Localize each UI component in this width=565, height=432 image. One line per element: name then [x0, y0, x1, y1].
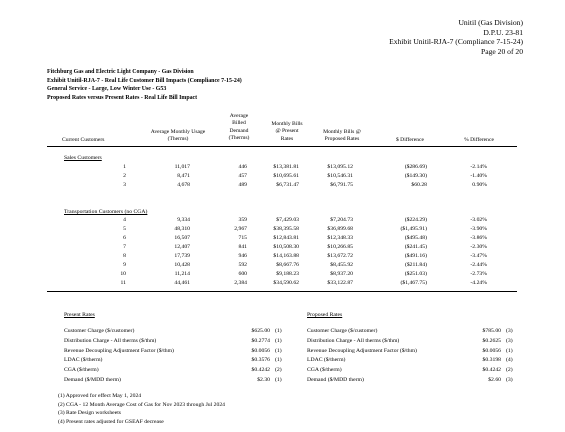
rate-label: Distribution Charge - All therms ($/thm): [64, 337, 157, 344]
rate-label: CGA ($/therm): [64, 367, 99, 374]
rate-value: $0.0056: [251, 347, 270, 354]
rate-value: $625.00: [251, 328, 270, 334]
col-avg-usage: Average Monthly Usage (Therms): [150, 129, 206, 143]
rate-note: (1): [506, 347, 513, 354]
col-bill-proposed: Monthly Bills @ Proposed Rates: [323, 129, 361, 143]
report-title-block: [47, 68, 242, 102]
col-bill-present: Monthly Bills @ Present Rates: [271, 121, 303, 142]
col-dollar-difference: $ Difference: [395, 137, 424, 143]
col-avg-demand: Average Billed Demand (Therms): [228, 113, 250, 142]
avg-demand-value: 2,384: [234, 280, 247, 286]
rate-note: (1): [275, 337, 282, 344]
bill-present-value: $9,188.23: [276, 271, 299, 277]
report-subtitle: Proposed Rates versus Present Rates - Real Life Bill Impact: [47, 94, 198, 101]
customer-number: 6: [123, 235, 126, 241]
avg-usage-value: 17,739: [174, 253, 190, 259]
dollar-diff-value: ($224.29): [404, 217, 427, 223]
avg-usage-value: 8,471: [177, 173, 190, 179]
bill-proposed-value: $10,546.31: [327, 173, 353, 179]
avg-demand-value: 2,967: [234, 226, 247, 232]
rate-value: $0.4242: [251, 367, 270, 374]
rate-label: Customer Charge ($/customer): [64, 328, 135, 334]
footnotes: [58, 392, 225, 426]
rate-note: (1): [275, 328, 282, 334]
avg-usage-value: 9,334: [177, 217, 190, 223]
avg-usage-value: 11,214: [174, 271, 190, 277]
bill-present-value: $10,508.30: [273, 244, 299, 250]
percent-diff-value: -2.73%: [470, 271, 487, 277]
dollar-diff-value: ($241.45): [404, 244, 427, 250]
rate-note: (1): [275, 357, 282, 364]
avg-demand-value: 946: [238, 253, 247, 259]
bill-present-value: $7,429.03: [276, 217, 299, 223]
rate-label: Revenue Decoupling Adjustment Factor ($/thm): [64, 347, 174, 354]
rate-note: (3): [506, 337, 513, 344]
avg-demand-value: 715: [238, 235, 247, 241]
avg-usage-value: 10,428: [174, 262, 190, 268]
avg-demand-value: 600: [238, 271, 247, 277]
bill-proposed-value: $13,095.12: [327, 164, 353, 170]
table-bottom-rule: [47, 291, 517, 292]
header-rule: [47, 146, 517, 147]
bill-proposed-value: $13,672.72: [327, 253, 353, 259]
customer-number: 10: [120, 271, 126, 277]
rate-note: (1): [275, 377, 282, 383]
bill-proposed-value: $6,791.75: [330, 182, 353, 188]
avg-usage-value: 44,461: [174, 280, 190, 286]
bill-present-value: $10,695.61: [273, 173, 299, 179]
bill-present-value: $12,843.81: [273, 235, 299, 241]
customer-number: 9: [123, 262, 126, 268]
header-docket: D.P.U. 23-81: [483, 27, 523, 37]
rate-value: $0.3576: [251, 357, 270, 364]
rate-label: CGA ($/therm): [307, 367, 342, 374]
bill-proposed-value: $8,455.92: [330, 262, 353, 268]
customer-number: 7: [123, 244, 126, 250]
percent-diff-value: -1.40%: [470, 173, 487, 179]
col-current-customers: Current Customers: [62, 137, 105, 143]
header-exhibit: Exhibit Unitil-RJA-7 (Compliance 7-15-24): [389, 37, 523, 47]
customer-number: 3: [123, 182, 126, 188]
percent-diff-value: -3.47%: [470, 253, 487, 259]
bill-present-value: $13,381.81: [273, 164, 299, 170]
bill-proposed-value: $12,348.33: [327, 235, 353, 241]
rate-label: Revenue Decoupling Adjustment Factor ($/thm): [307, 347, 417, 354]
rate-note: (2): [506, 367, 513, 374]
header-company: Unitil (Gas Division): [458, 18, 523, 27]
report-exhibit: Exhibit Unitil-RJA-7 - Real Life Customer Bill Impacts (Compliance 7-15-24): [47, 77, 242, 84]
rate-note: (3): [506, 328, 513, 334]
bill-present-value: $14,163.88: [273, 253, 299, 259]
rate-note: (3): [506, 377, 513, 383]
customer-number: 8: [123, 253, 126, 259]
bill-proposed-value: $8,937.20: [330, 271, 353, 277]
bill-proposed-value: $33,122.87: [327, 280, 353, 286]
rate-note: (2): [275, 367, 282, 374]
customer-number: 1: [123, 164, 126, 170]
customer-number: 2: [123, 173, 126, 179]
rate-label: Customer Charge ($/customer): [307, 328, 378, 334]
bill-present-value: $6,731.47: [276, 182, 299, 188]
avg-usage-value: 11,017: [174, 164, 190, 170]
avg-demand-value: 446: [238, 164, 247, 170]
report-company: Fitchburg Gas and Electric Light Company - Gas Division: [47, 69, 194, 75]
rate-value: $0.2774: [251, 337, 270, 344]
bill-proposed-value: $10,266.85: [327, 244, 353, 250]
percent-diff-value: -2.30%: [470, 244, 487, 250]
col-percent-difference: % Difference: [464, 137, 494, 143]
percent-diff-value: -3.02%: [470, 217, 487, 223]
rate-note: (4): [506, 357, 513, 364]
footnote-2: (2) CGA - 12 Month Average Cost of Gas for Nov 2023 through Jul 2024: [58, 401, 226, 408]
dollar-diff-value: ($1,495.91): [400, 226, 427, 232]
dollar-diff-value: ($251.03): [404, 271, 427, 277]
rate-label: Distribution Charge - All therms ($/thm): [307, 337, 400, 344]
bill-proposed-value: $7,204.73: [330, 217, 353, 223]
customer-number: 5: [123, 226, 126, 232]
percent-diff-value: -3.90%: [470, 226, 487, 232]
present-rates-title: Present Rates: [64, 312, 95, 318]
rate-value: $0.3198: [482, 357, 501, 364]
customer-number: 4: [123, 217, 126, 223]
dollar-diff-value: ($211.84): [404, 262, 427, 268]
footnote-1: (1) Approved for effect May 1, 2024: [58, 393, 142, 399]
avg-demand-value: 457: [238, 173, 247, 179]
rate-label: LDAC ($/therm): [64, 357, 103, 364]
rate-label: Demand ($/MDD therm): [64, 377, 121, 383]
dollar-diff-value: ($1,467.75): [400, 280, 427, 286]
exhibit-header: [389, 18, 523, 56]
rate-note: (1): [275, 347, 282, 354]
avg-demand-value: 489: [238, 182, 247, 188]
avg-demand-value: 359: [238, 217, 247, 223]
sales-section-title: Sales Customers: [64, 155, 102, 161]
bill-present-value: $38,395.58: [273, 226, 299, 232]
avg-demand-value: 841: [238, 244, 247, 250]
proposed-rates-title: Proposed Rates: [307, 312, 343, 318]
customer-number: 11: [120, 280, 126, 286]
percent-diff-value: -2.14%: [470, 164, 487, 170]
bill-present-value: $34,590.62: [273, 280, 299, 286]
dollar-diff-value: ($286.69): [404, 164, 427, 170]
dollar-diff-value: $60.28: [411, 182, 427, 188]
rate-label: LDAC ($/therm): [307, 357, 346, 364]
rate-value: $785.00: [482, 328, 501, 334]
rate-value: $0.4242: [482, 367, 501, 374]
avg-usage-value: 4,678: [177, 182, 190, 188]
percent-diff-value: -2.44%: [470, 262, 487, 268]
rate-value: $2.60: [488, 377, 501, 383]
dollar-diff-value: ($495.48): [404, 235, 427, 241]
transport-section-title: Transportation Customers (no CGA): [64, 209, 148, 215]
percent-diff-value: -3.86%: [470, 235, 487, 241]
avg-usage-value: 48,310: [174, 226, 190, 232]
header-page-number: Page 20 of 20: [481, 46, 523, 56]
avg-usage-value: 16,507: [174, 235, 190, 241]
rate-value: $2.30: [257, 377, 270, 383]
avg-usage-value: 12,407: [174, 244, 190, 250]
footnote-3: (3) Rate Design worksheets: [58, 410, 122, 417]
percent-diff-value: -4.24%: [470, 280, 487, 286]
percent-diff-value: 0.90%: [472, 182, 487, 188]
report-rate-class: General Service - Large, Low Winter Use - G53: [47, 86, 167, 93]
dollar-diff-value: ($149.30): [404, 173, 427, 179]
rate-value: $0.0056: [482, 347, 501, 354]
avg-demand-value: 592: [238, 262, 247, 268]
rate-label: Demand ($/MDD therm): [307, 377, 364, 383]
bill-proposed-value: $36,899.68: [327, 226, 353, 232]
dollar-diff-value: ($491.16): [404, 253, 427, 259]
rate-value: $0.2625: [482, 337, 501, 344]
footnote-4: (4) Present rates adjusted for GSEAF decrease: [58, 418, 164, 425]
bill-present-value: $8,667.76: [276, 262, 299, 268]
